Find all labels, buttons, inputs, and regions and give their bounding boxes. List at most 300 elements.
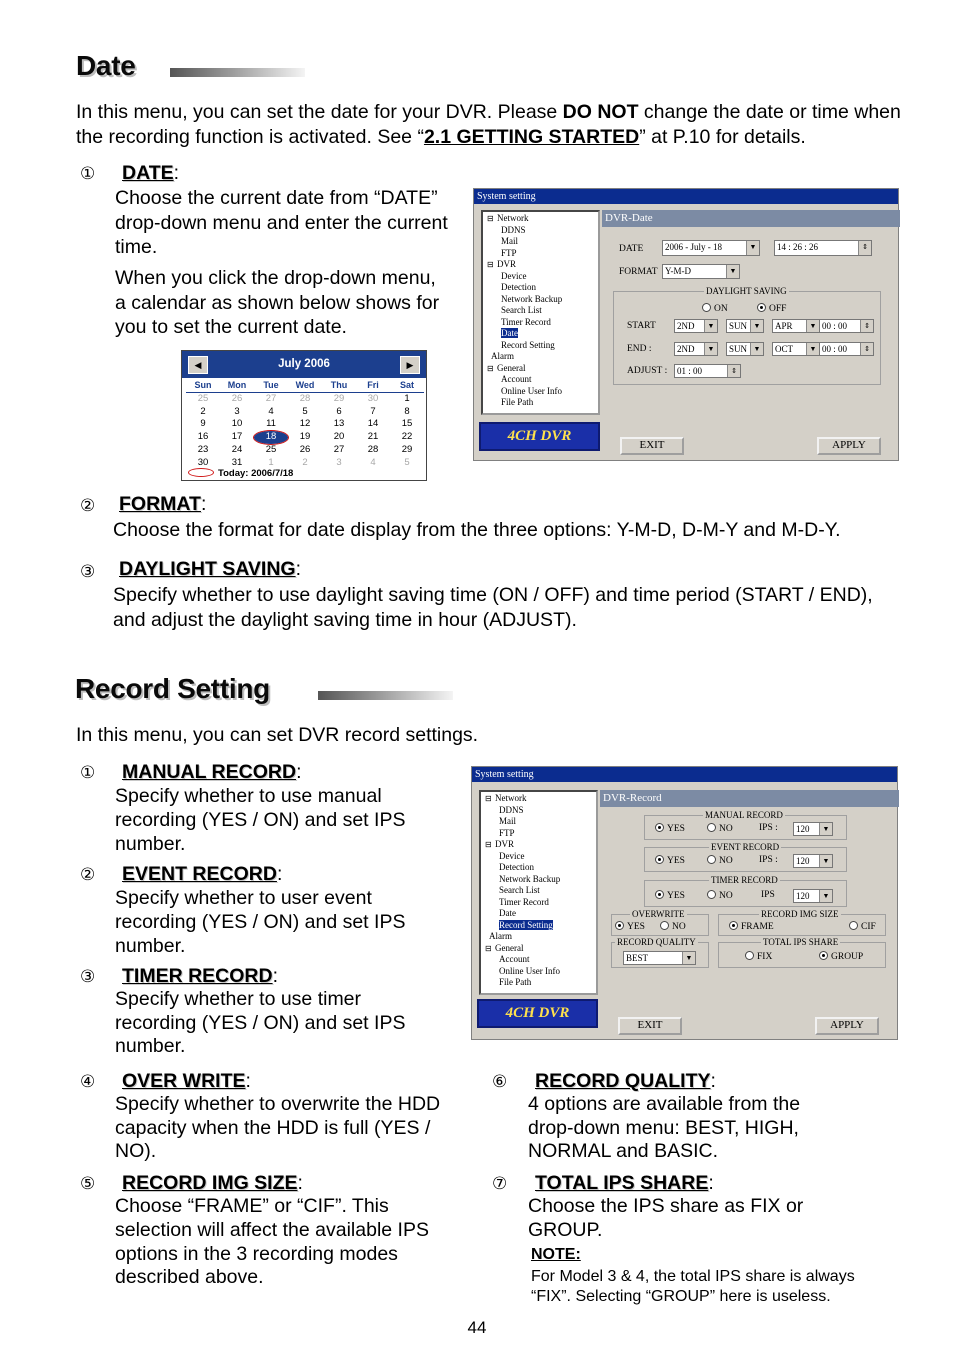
group-label: EVENT RECORD bbox=[711, 842, 780, 852]
field-value: SUN bbox=[729, 344, 748, 354]
settings-tree[interactable] bbox=[479, 790, 598, 995]
tree-item-label: File Path bbox=[499, 977, 532, 987]
radio-selected-icon bbox=[819, 951, 828, 960]
tree-item[interactable] bbox=[487, 363, 598, 375]
calendar-day[interactable]: 6 bbox=[336, 405, 342, 417]
tree-item[interactable] bbox=[487, 271, 598, 283]
do-not-text: DO NOT bbox=[562, 101, 639, 123]
getting-started-link[interactable]: 2.1 GETTING STARTED bbox=[423, 125, 640, 148]
off-label: OFF bbox=[769, 304, 787, 314]
field-value: 120 bbox=[796, 824, 810, 834]
tree-item-label: Search List bbox=[499, 885, 540, 895]
field-value: 00 : 00 bbox=[822, 321, 848, 331]
end-month-dropdown[interactable] bbox=[772, 342, 820, 356]
no-label: NO bbox=[672, 922, 686, 932]
manual-record-desc: Specify whether to use manual recording (YES / ON) and set IPS number. bbox=[115, 785, 406, 855]
settings-tree[interactable] bbox=[481, 210, 600, 415]
item-number: ③ bbox=[80, 967, 96, 986]
label-text: TOTAL IPS SHARE bbox=[535, 1172, 709, 1194]
tree-item[interactable] bbox=[485, 966, 596, 978]
label-text: MANUAL RECORD bbox=[122, 761, 297, 783]
calendar-day[interactable]: 10 bbox=[231, 418, 243, 430]
collapse-icon[interactable]: ⊟ bbox=[487, 363, 494, 373]
weekday-label: Mon bbox=[227, 380, 247, 390]
tree-item-label: Network Backup bbox=[499, 873, 561, 884]
calendar-day[interactable]: 28 bbox=[367, 443, 379, 455]
tree-item[interactable] bbox=[485, 851, 596, 863]
overwrite-group bbox=[611, 909, 709, 936]
item-number: ③ bbox=[80, 562, 96, 581]
group-label: RECORD IMG SIZE bbox=[761, 909, 839, 919]
manual-ips-dropdown[interactable] bbox=[793, 822, 833, 836]
calendar-day[interactable]: 4 bbox=[268, 405, 274, 417]
group-label: OVERWRITE bbox=[632, 909, 685, 919]
calendar-day[interactable]: 2 bbox=[302, 456, 308, 468]
calendar-day[interactable]: 15 bbox=[401, 418, 413, 430]
weekday-label: Sat bbox=[399, 380, 414, 390]
calendar-day[interactable]: 19 bbox=[299, 431, 311, 443]
calendar-day[interactable]: 27 bbox=[265, 392, 277, 404]
fix-label: FIX bbox=[757, 952, 773, 962]
today-caption: Today: bbox=[218, 468, 249, 479]
label-text: RECORD IMG SIZE bbox=[122, 1172, 298, 1194]
calendar-day[interactable]: 16 bbox=[197, 431, 209, 443]
date-value: 2006 - July - 18 bbox=[665, 242, 722, 252]
timer-ips-dropdown[interactable] bbox=[793, 889, 833, 903]
label-text: FORMAT bbox=[119, 493, 201, 515]
end-time-field[interactable] bbox=[819, 342, 874, 356]
record-intro: In this menu, you can set DVR record settings. bbox=[76, 724, 479, 746]
field-value: 2ND bbox=[677, 321, 695, 331]
tree-item[interactable] bbox=[485, 805, 596, 817]
tree-item[interactable] bbox=[485, 954, 596, 966]
calendar-day[interactable]: 30 bbox=[367, 392, 379, 404]
tree-item[interactable] bbox=[485, 943, 596, 955]
intro-text: ” at P.10 for details. bbox=[639, 125, 806, 148]
calendar-day[interactable]: 4 bbox=[370, 456, 376, 468]
tree-item-label: Timer Record bbox=[501, 316, 551, 327]
tree-item[interactable] bbox=[485, 931, 596, 943]
calendar-week bbox=[186, 406, 424, 419]
tree-item-label: Account bbox=[499, 954, 530, 964]
group-label: DAYLIGHT SAVING bbox=[706, 286, 787, 296]
calendar-day[interactable]: 5 bbox=[404, 456, 410, 468]
group-label: TOTAL IPS SHARE bbox=[763, 937, 839, 947]
tree-item-label: Network Backup bbox=[501, 293, 563, 304]
note-text: For Model 3 & 4, the total IPS share is always “FIX”. Selecting “GROUP” here is useless. bbox=[531, 1268, 855, 1305]
tree-item-label: Device bbox=[501, 270, 527, 281]
cif-label: CIF bbox=[861, 922, 876, 932]
tree-item-label: FTP bbox=[499, 827, 515, 838]
tree-item-label: Detection bbox=[499, 862, 534, 872]
collapse-icon[interactable]: ⊟ bbox=[485, 840, 492, 849]
tree-item[interactable] bbox=[485, 908, 596, 920]
date-intro bbox=[76, 100, 926, 149]
tree-item[interactable] bbox=[485, 793, 596, 805]
tree-item[interactable] bbox=[485, 862, 596, 874]
tree-item-label: Account bbox=[501, 374, 532, 384]
dst-on-radio[interactable] bbox=[702, 303, 728, 315]
calendar-month: July 2006 bbox=[182, 351, 426, 378]
calendar-day[interactable]: 20 bbox=[333, 431, 345, 443]
intro-text: change the date or time when the recording function is activated. See “ bbox=[76, 101, 901, 148]
ips-label: IPS : bbox=[759, 855, 778, 865]
calendar-day[interactable]: 1 bbox=[404, 392, 410, 404]
collapse-icon[interactable]: ⊟ bbox=[485, 943, 492, 953]
img-size-item-label: RECORD IMG SIZE: bbox=[122, 1172, 303, 1194]
tree-item[interactable] bbox=[487, 294, 598, 306]
tree-item[interactable] bbox=[487, 397, 598, 409]
label-text: EVENT RECORD bbox=[122, 863, 277, 885]
group-label: MANUAL RECORD bbox=[705, 810, 783, 820]
tree-item[interactable] bbox=[485, 977, 596, 989]
tree-item[interactable] bbox=[487, 225, 598, 237]
calendar-week bbox=[186, 418, 424, 431]
radio-selected-icon bbox=[655, 855, 664, 864]
calendar-popup[interactable] bbox=[181, 350, 427, 481]
calendar-day[interactable]: 24 bbox=[231, 443, 243, 455]
spinner-icon[interactable]: ⇕ bbox=[860, 320, 873, 332]
calendar-day-selected[interactable]: 18 bbox=[254, 431, 288, 444]
calendar-day[interactable]: 7 bbox=[370, 405, 376, 417]
calendar-day[interactable]: 2 bbox=[200, 405, 206, 417]
date-item-label: DATE: bbox=[122, 162, 180, 184]
chevron-down-icon: ▼ bbox=[682, 952, 695, 964]
tree-item[interactable] bbox=[485, 816, 596, 828]
tree-item[interactable] bbox=[487, 282, 598, 294]
start-label: START bbox=[627, 321, 656, 331]
end-label: END : bbox=[627, 344, 652, 354]
format-item-desc: Choose the format for date display from the three options: Y-M-D, D-M-Y and M-D-Y. bbox=[113, 519, 841, 541]
item-number: ① bbox=[80, 164, 96, 183]
tree-item[interactable] bbox=[485, 839, 596, 851]
tree-item-label: Detection bbox=[501, 282, 536, 292]
exit-button[interactable]: EXIT bbox=[620, 437, 684, 455]
calendar-day[interactable]: 26 bbox=[231, 392, 243, 404]
calendar-week bbox=[186, 444, 424, 457]
event-ips-dropdown[interactable] bbox=[793, 854, 833, 868]
weekday-label: Thu bbox=[330, 380, 348, 390]
spinner-icon[interactable]: ⇕ bbox=[727, 365, 740, 377]
calendar-day[interactable]: 8 bbox=[404, 405, 410, 417]
item-number: ⑥ bbox=[492, 1072, 508, 1091]
frame-radio[interactable] bbox=[729, 921, 774, 933]
tree-item-label: General bbox=[497, 362, 526, 373]
tree-item-label: Date bbox=[501, 328, 518, 338]
ips-label: IPS bbox=[761, 890, 775, 900]
time-field[interactable] bbox=[774, 240, 872, 256]
manual-yes-radio[interactable] bbox=[655, 823, 685, 835]
radio-icon bbox=[707, 890, 716, 899]
timer-no-radio[interactable] bbox=[707, 890, 733, 902]
window-title: System setting bbox=[472, 767, 897, 782]
timer-record-label: TIMER RECORD: bbox=[122, 965, 279, 987]
quality-dropdown[interactable] bbox=[623, 951, 696, 965]
weekday-label: Tue bbox=[263, 380, 279, 390]
tree-item-label: DDNS bbox=[499, 804, 524, 815]
date-heading: Date bbox=[76, 50, 136, 81]
chevron-down-icon: ▼ bbox=[750, 320, 763, 332]
share-item-desc: Choose the IPS share as FIX or GROUP. bbox=[528, 1195, 804, 1241]
dvr-logo: 4CH DVR bbox=[477, 999, 598, 1028]
tree-item-label: DVR bbox=[495, 839, 515, 849]
yes-label: YES bbox=[667, 891, 685, 901]
apply-button[interactable]: APPLY bbox=[817, 437, 881, 455]
item-number: ② bbox=[80, 865, 96, 884]
tree-item-label: Device bbox=[499, 850, 525, 861]
panel-title: DVR-Date bbox=[602, 210, 900, 227]
date-item-desc-2: When you click the drop-down menu, a calendar as shown below shows for you to set the current date. bbox=[115, 267, 440, 338]
note-label: NOTE: bbox=[531, 1246, 581, 1263]
spinner-icon[interactable]: ⇕ bbox=[858, 241, 871, 255]
yes-label: YES bbox=[667, 856, 685, 866]
yes-label: YES bbox=[627, 922, 645, 932]
ips-label: IPS : bbox=[759, 823, 778, 833]
tree-item[interactable] bbox=[487, 236, 598, 248]
fix-radio[interactable] bbox=[745, 951, 772, 963]
item-number: ⑤ bbox=[80, 1174, 96, 1193]
overwrite-no-radio[interactable] bbox=[660, 921, 686, 933]
tree-item[interactable] bbox=[485, 920, 596, 932]
calendar-day[interactable]: 25 bbox=[197, 392, 209, 404]
timer-record-desc: Specify whether to use timer recording (YES / ON) and set IPS number. bbox=[115, 988, 406, 1057]
dst-off-radio[interactable] bbox=[757, 303, 786, 315]
radio-icon bbox=[849, 921, 858, 930]
tree-item[interactable] bbox=[487, 351, 598, 363]
label-text: RECORD QUALITY bbox=[535, 1070, 711, 1092]
manual-record-label: MANUAL RECORD: bbox=[122, 761, 302, 783]
dst-item-desc: Specify whether to use daylight saving time (ON / OFF) and time period (START / END), and adjust the daylight saving time in hour (ADJUST). bbox=[113, 584, 873, 631]
chevron-down-icon: ▼ bbox=[806, 343, 819, 355]
radio-selected-icon bbox=[615, 921, 624, 930]
calendar-day[interactable]: 23 bbox=[197, 443, 209, 455]
chevron-down-icon: ▼ bbox=[746, 241, 759, 255]
tree-item-label: Date bbox=[499, 908, 516, 918]
share-item-label: TOTAL IPS SHARE: bbox=[535, 1172, 714, 1194]
collapse-icon[interactable]: ⊟ bbox=[485, 794, 492, 803]
calendar-day[interactable]: 31 bbox=[231, 456, 243, 468]
tree-item-label: DDNS bbox=[501, 224, 526, 235]
tree-item[interactable] bbox=[487, 259, 598, 271]
tree-item-label: Alarm bbox=[489, 931, 512, 941]
tree-item[interactable] bbox=[485, 874, 596, 886]
radio-icon bbox=[702, 303, 711, 312]
calendar-week bbox=[186, 393, 424, 406]
overwrite-item-label: OVER WRITE: bbox=[122, 1070, 251, 1092]
field-value: SUN bbox=[729, 321, 748, 331]
tree-item-label: File Path bbox=[501, 397, 534, 407]
chevron-down-icon: ▼ bbox=[704, 343, 717, 355]
radio-icon bbox=[707, 823, 716, 832]
no-label: NO bbox=[719, 891, 733, 901]
group-label: RECORD QUALITY bbox=[617, 937, 696, 947]
tree-item-label: Alarm bbox=[491, 351, 514, 361]
field-value: OCT bbox=[775, 344, 793, 354]
overwrite-item-desc: Specify whether to overwrite the HDD capacity when the HDD is full (YES / NO). bbox=[115, 1093, 441, 1162]
adjust-label: ADJUST : bbox=[627, 366, 668, 376]
group-label: TIMER RECORD bbox=[711, 875, 778, 885]
label-text: DAYLIGHT SAVING bbox=[119, 558, 296, 580]
tree-item[interactable] bbox=[487, 374, 598, 386]
manual-no-radio[interactable] bbox=[707, 823, 733, 835]
chevron-down-icon: ▼ bbox=[726, 265, 739, 278]
panel-title: DVR-Record bbox=[600, 790, 899, 807]
field-value: 120 bbox=[796, 891, 810, 901]
tree-item[interactable] bbox=[487, 248, 598, 260]
field-value: 00 : 00 bbox=[822, 344, 848, 354]
item-number: ④ bbox=[80, 1072, 96, 1091]
label-text: DATE bbox=[122, 162, 174, 184]
calendar-day[interactable]: 3 bbox=[336, 456, 342, 468]
dvr-record-window bbox=[471, 766, 898, 1040]
next-month-button[interactable]: ▶ bbox=[400, 356, 420, 374]
on-label: ON bbox=[714, 304, 728, 314]
tree-item-label: Mail bbox=[499, 816, 516, 826]
calendar-day[interactable]: 21 bbox=[367, 431, 379, 443]
collapse-icon[interactable]: ⊟ bbox=[487, 260, 494, 269]
weekday-label: Wed bbox=[295, 380, 315, 390]
item-number: ② bbox=[80, 496, 96, 515]
event-yes-radio[interactable] bbox=[655, 855, 685, 867]
tree-item-label: Network bbox=[497, 213, 529, 223]
dvr-date-window bbox=[473, 188, 899, 461]
today-label[interactable] bbox=[218, 468, 293, 479]
calendar-day[interactable]: 29 bbox=[401, 443, 413, 455]
quality-item-desc: 4 options are available from the drop-down menu: BEST, HIGH, NORMAL and BASIC. bbox=[528, 1093, 801, 1162]
timer-record-group bbox=[644, 875, 847, 907]
field-value: 2ND bbox=[677, 344, 695, 354]
no-label: NO bbox=[719, 824, 733, 834]
calendar-day[interactable]: 29 bbox=[333, 392, 345, 404]
img-size-group bbox=[718, 909, 886, 936]
end-week-dropdown[interactable] bbox=[674, 342, 718, 356]
tree-item[interactable] bbox=[487, 386, 598, 398]
tree-item[interactable] bbox=[485, 885, 596, 897]
calendar-day[interactable]: 11 bbox=[266, 418, 276, 430]
record-quality-group bbox=[611, 937, 709, 968]
tree-item[interactable] bbox=[487, 305, 598, 317]
event-record-group bbox=[644, 842, 847, 872]
chevron-down-icon: ▼ bbox=[819, 823, 832, 835]
today-marker-icon bbox=[188, 468, 214, 477]
timer-yes-radio[interactable] bbox=[655, 890, 685, 902]
radio-selected-icon bbox=[757, 303, 766, 312]
chevron-down-icon: ▼ bbox=[819, 890, 832, 902]
tree-item[interactable] bbox=[487, 340, 598, 352]
calendar-day[interactable]: 17 bbox=[231, 431, 243, 443]
date-item-desc: Choose the current date from “DATE” drop-down menu and enter the current time. bbox=[115, 187, 448, 258]
field-value: 120 bbox=[796, 856, 810, 866]
tree-item-label: Record Setting bbox=[499, 919, 553, 930]
page-number: 44 bbox=[467, 1318, 487, 1337]
no-label: NO bbox=[719, 856, 733, 866]
adjust-field[interactable] bbox=[674, 364, 741, 378]
calendar-day[interactable]: 30 bbox=[197, 456, 209, 468]
calendar-week bbox=[186, 431, 424, 444]
cif-radio[interactable] bbox=[849, 921, 876, 933]
calendar-day[interactable]: 1 bbox=[268, 456, 274, 468]
calendar-day[interactable]: 5 bbox=[302, 405, 308, 417]
chevron-down-icon: ▼ bbox=[704, 320, 717, 332]
calendar-day[interactable]: 14 bbox=[367, 418, 379, 430]
heading-bar bbox=[318, 691, 453, 700]
ips-share-group bbox=[718, 937, 886, 968]
weekday-label: Fri bbox=[367, 380, 379, 390]
exit-button[interactable]: EXIT bbox=[618, 1017, 682, 1035]
prev-month-button[interactable]: ◀ bbox=[188, 356, 208, 374]
img-size-item-desc: Choose “FRAME” or “CIF”. This selection will affect the available IPS options in the 3 recording modes described above. bbox=[115, 1195, 429, 1289]
field-value: 01 : 00 bbox=[677, 366, 703, 376]
field-value: APR bbox=[775, 321, 793, 331]
today-value: 2006/7/18 bbox=[251, 468, 294, 479]
group-radio[interactable] bbox=[819, 951, 863, 963]
format-item-label: FORMAT: bbox=[119, 493, 207, 515]
end-day-dropdown[interactable] bbox=[726, 342, 764, 356]
quality-item-label: RECORD QUALITY: bbox=[535, 1070, 716, 1092]
manual-record-group bbox=[644, 810, 847, 840]
format-value: Y-M-D bbox=[665, 266, 691, 276]
chevron-down-icon: ▼ bbox=[806, 320, 819, 332]
tree-item[interactable] bbox=[487, 213, 598, 225]
radio-icon bbox=[660, 921, 669, 930]
weekday-header bbox=[186, 379, 424, 393]
calendar-day[interactable]: 25 bbox=[265, 443, 277, 455]
calendar-day[interactable]: 22 bbox=[401, 431, 413, 443]
spinner-icon[interactable]: ⇕ bbox=[860, 343, 873, 355]
format-dropdown[interactable] bbox=[662, 264, 740, 279]
overwrite-yes-radio[interactable] bbox=[615, 921, 645, 933]
window-title: System setting bbox=[474, 189, 898, 204]
time-value: 14 : 26 : 26 bbox=[777, 242, 819, 252]
start-day-dropdown[interactable] bbox=[726, 319, 764, 333]
radio-icon bbox=[707, 855, 716, 864]
label-text: TIMER RECORD bbox=[122, 965, 273, 987]
calendar-day[interactable]: 27 bbox=[333, 443, 345, 455]
tree-item[interactable] bbox=[485, 897, 596, 909]
tree-item-label: DVR bbox=[497, 259, 517, 269]
item-number: ① bbox=[80, 763, 96, 782]
calendar-day[interactable]: 3 bbox=[234, 405, 240, 417]
date-dropdown[interactable] bbox=[662, 240, 760, 256]
start-month-dropdown[interactable] bbox=[772, 319, 820, 333]
tree-item[interactable] bbox=[487, 328, 598, 340]
event-no-radio[interactable] bbox=[707, 855, 733, 867]
dvr-logo: 4CH DVR bbox=[479, 422, 600, 451]
frame-label: FRAME bbox=[741, 922, 774, 932]
tree-item-label: General bbox=[495, 942, 524, 953]
tree-item-label: Timer Record bbox=[499, 896, 549, 907]
tree-item-label: Mail bbox=[501, 236, 518, 246]
collapse-icon[interactable]: ⊟ bbox=[487, 214, 494, 223]
event-record-desc: Specify whether to user event recording (YES / ON) and set IPS number. bbox=[115, 887, 406, 957]
calendar-day[interactable]: 26 bbox=[299, 443, 311, 455]
tree-item[interactable] bbox=[485, 828, 596, 840]
tree-item-label: FTP bbox=[501, 247, 517, 258]
group-share-label: GROUP bbox=[831, 952, 864, 962]
start-week-dropdown[interactable] bbox=[674, 319, 718, 333]
apply-button[interactable]: APPLY bbox=[815, 1017, 879, 1035]
calendar-day[interactable]: 13 bbox=[333, 418, 345, 430]
start-time-field[interactable] bbox=[819, 319, 874, 333]
calendar-grid[interactable] bbox=[186, 379, 424, 470]
calendar-day[interactable]: 12 bbox=[299, 418, 311, 430]
calendar-day[interactable]: 28 bbox=[299, 392, 311, 404]
intro-text: In this menu, you can set the date for your DVR. Please bbox=[76, 101, 563, 123]
tree-item[interactable] bbox=[487, 317, 598, 329]
calendar-day[interactable]: 9 bbox=[200, 418, 206, 430]
dst-item-label: DAYLIGHT SAVING: bbox=[119, 558, 302, 580]
heading-bar bbox=[170, 68, 305, 77]
